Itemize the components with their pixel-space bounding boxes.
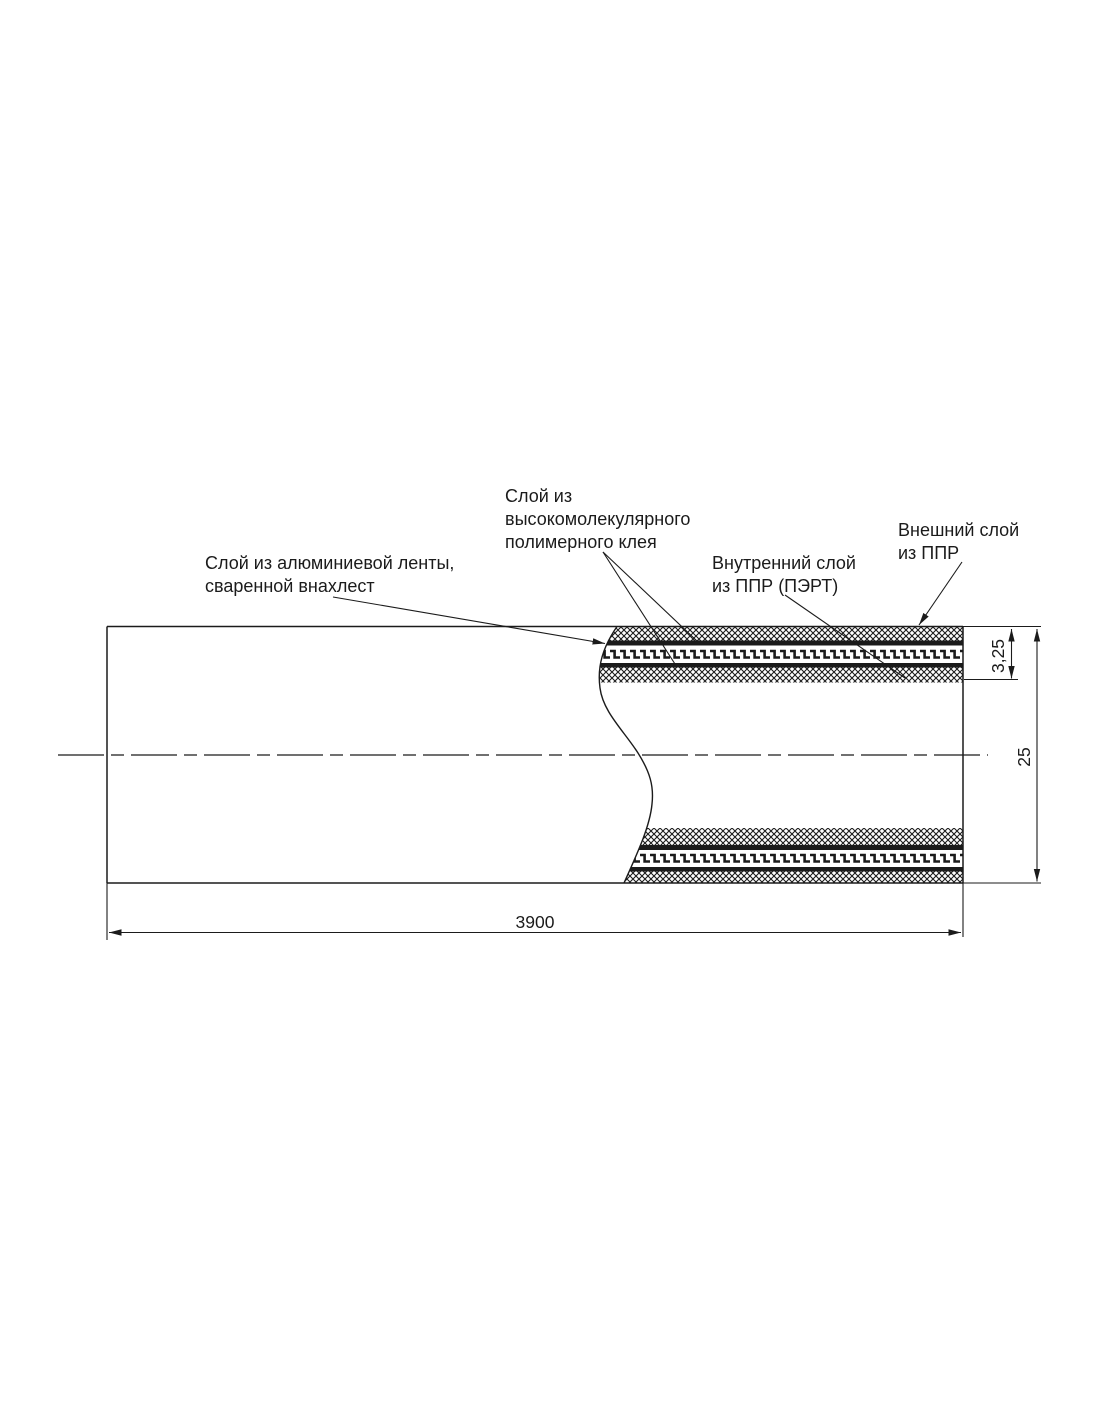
dimension-outer-diameter bbox=[1014, 629, 1037, 882]
pipe-wall-bottom-band bbox=[594, 828, 963, 883]
label-adhesive-layer bbox=[505, 486, 690, 552]
label-inner-line1: Внутренний слой bbox=[712, 553, 856, 573]
label-aluminum-line2: сваренной внахлест bbox=[205, 576, 375, 596]
label-aluminum-line1: Слой из алюминиевой ленты, bbox=[205, 553, 455, 573]
dimension-text-length: 3900 bbox=[515, 912, 555, 932]
aluminum-tape-layer-top bbox=[594, 646, 963, 664]
label-aluminum-layer bbox=[205, 553, 454, 596]
label-adhesive-line1: Слой из bbox=[505, 486, 573, 506]
dimension-text-diameter: 25 bbox=[1014, 747, 1034, 767]
label-adhesive-line3: полимерного клея bbox=[505, 532, 657, 552]
aluminum-tape-layer-bottom bbox=[594, 850, 963, 867]
label-adhesive-line2: высокомолекулярного bbox=[505, 509, 691, 529]
label-outer-layer bbox=[898, 520, 1019, 563]
dimension-wall-thickness bbox=[988, 629, 1012, 679]
adhesive-layer-bottom-inner bbox=[594, 845, 963, 850]
leader-outer-layer bbox=[919, 562, 962, 625]
label-outer-line1: Внешний слой bbox=[898, 520, 1020, 540]
inner-ppr-layer-bottom bbox=[594, 828, 963, 845]
dimension-text-wall: 3,25 bbox=[988, 638, 1008, 674]
label-outer-line2: из ППР bbox=[898, 543, 960, 563]
outer-ppr-layer-top bbox=[594, 627, 963, 641]
pipe-wall-top-band bbox=[594, 627, 963, 683]
adhesive-layer-top-outer bbox=[594, 641, 963, 646]
label-inner-layer bbox=[712, 553, 856, 596]
label-inner-line2: из ППР (ПЭРТ) bbox=[712, 576, 839, 596]
outer-ppr-layer-bottom bbox=[594, 872, 963, 884]
inner-ppr-layer-top bbox=[594, 668, 963, 683]
leader-aluminum-layer bbox=[333, 597, 605, 644]
adhesive-layer-top-inner bbox=[594, 663, 963, 668]
dimension-length bbox=[109, 912, 961, 933]
adhesive-layer-bottom-outer bbox=[594, 867, 963, 872]
